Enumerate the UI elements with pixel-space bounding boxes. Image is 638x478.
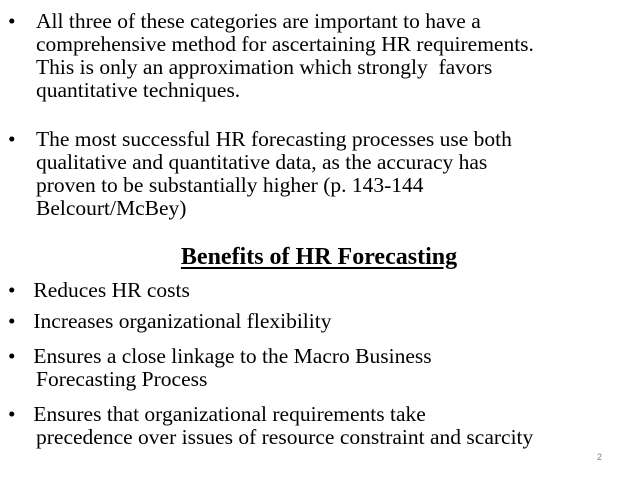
bullet-line: Ensures that organizational requirements take bbox=[28, 402, 426, 426]
bullet-icon: • bbox=[8, 9, 16, 33]
benefit-text bbox=[28, 345, 432, 391]
bullet-icon: • bbox=[8, 278, 16, 302]
bullet-line: Increases organizational flexibility bbox=[28, 309, 332, 333]
bullet-line: Belcourt/McBey) bbox=[36, 196, 187, 220]
benefit-text bbox=[28, 403, 533, 449]
bullet-icon: • bbox=[8, 127, 16, 151]
bullet-line: The most successful HR forecasting processes use both bbox=[36, 127, 512, 151]
bullet-line: qualitative and quantitative data, as the accuracy has bbox=[36, 150, 488, 174]
bullet-line: proven to be substantially higher (p. 143-144 bbox=[36, 173, 424, 197]
section-heading: Benefits of HR Forecasting bbox=[180, 244, 458, 270]
bullet-line: precedence over issues of resource constraint and scarcity bbox=[36, 425, 534, 449]
bullet-icon: • bbox=[8, 402, 16, 426]
bullet-icon: • bbox=[8, 309, 16, 333]
bullet-line: quantitative techniques. bbox=[36, 78, 241, 102]
benefit-text bbox=[28, 279, 190, 302]
bullet-line: Reduces HR costs bbox=[28, 278, 190, 302]
bullet-line: This is only an approximation which strongly favors bbox=[36, 55, 493, 79]
bullet-line: comprehensive method for ascertaining HR requirements. bbox=[36, 32, 534, 56]
page-number: 2 bbox=[596, 452, 602, 462]
bullet-icon: • bbox=[8, 344, 16, 368]
bullet-line: All three of these categories are important to have a bbox=[36, 9, 481, 33]
bullet-text bbox=[36, 128, 512, 220]
bullet-line: Ensures a close linkage to the Macro Business bbox=[28, 344, 432, 368]
benefit-text bbox=[28, 310, 331, 333]
bullet-text bbox=[36, 10, 534, 102]
bullet-line: Forecasting Process bbox=[36, 367, 208, 391]
